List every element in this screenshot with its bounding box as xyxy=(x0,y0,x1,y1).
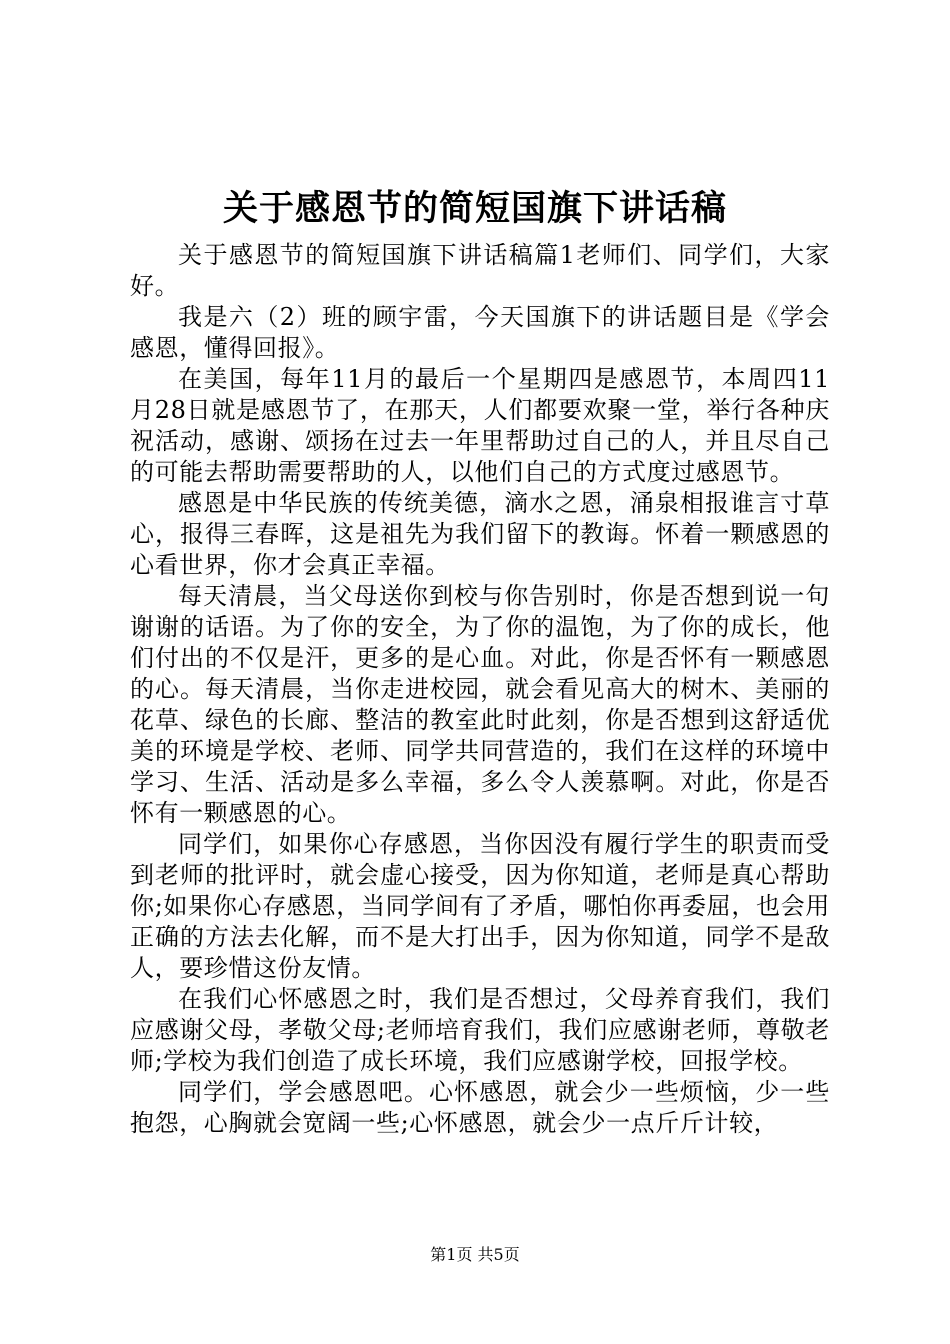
paragraph: 关于感恩节的简短国旗下讲话稿篇1老师们、同学们，大家好。 xyxy=(130,241,830,300)
paragraph: 感恩是中华民族的传统美德，滴水之恩，涌泉相报谁言寸草心，报得三春晖，这是祖先为我们留下的教诲。怀着一颗感恩的心看世界，你才会真正幸福。 xyxy=(130,489,830,579)
paragraph: 在我们心怀感恩之时，我们是否想过，父母养育我们，我们应感谢父母，孝敬父母;老师培育我们，我们应感谢老师，尊敬老师;学校为我们创造了成长环境，我们应感谢学校，回报学校。 xyxy=(130,985,830,1075)
paragraph: 同学们，学会感恩吧。心怀感恩，就会少一些烦恼，少一些抱怨，心胸就会宽阔一些;心怀感恩，就会少一点斤斤计较， xyxy=(130,1078,830,1137)
paragraph: 每天清晨，当父母送你到校与你告别时，你是否想到说一句谢谢的话语。为了你的安全，为了你的温饱，为了你的成长，他们付出的不仅是汗，更多的是心血。对此，你是否怀有一颗感恩的心。每天清晨，当你走进校园，就会看见高大的树木、美丽的花草、绿色的长廊、整洁的教室此时此刻，你是否想到这舒适优美的环境是学校、老师、同学共同营造的，我们在这样的环境中学习、生活、活动是多么幸福，多么令人羡慕啊。对此，你是否怀有一颗感恩的心。 xyxy=(130,582,830,827)
paragraph: 在美国，每年11月的最后一个星期四是感恩节，本周四11月28日就是感恩节了，在那天，人们都要欢聚一堂，举行各种庆祝活动，感谢、颂扬在过去一年里帮助过自己的人，并且尽自己的可能去帮助需要帮助的人，以他们自己的方式度过感恩节。 xyxy=(130,365,830,486)
page-number-footer: 第1页 共5页 xyxy=(430,1245,520,1264)
document-body xyxy=(130,240,830,1139)
document-title: 关于感恩节的简短国旗下讲话稿 xyxy=(222,188,727,229)
paragraph: 我是六（2）班的顾宇雷，今天国旗下的讲话题目是《学会感恩，懂得回报》。 xyxy=(130,303,830,362)
paragraph: 同学们，如果你心存感恩，当你因没有履行学生的职责而受到老师的批评时，就会虚心接受，因为你知道，老师是真心帮助你;如果你心存感恩，当同学间有了矛盾，哪怕你再委屈，也会用正确的方法去化解，而不是大打出手，因为你知道，同学不是敌人，要珍惜这份友情。 xyxy=(130,830,830,982)
